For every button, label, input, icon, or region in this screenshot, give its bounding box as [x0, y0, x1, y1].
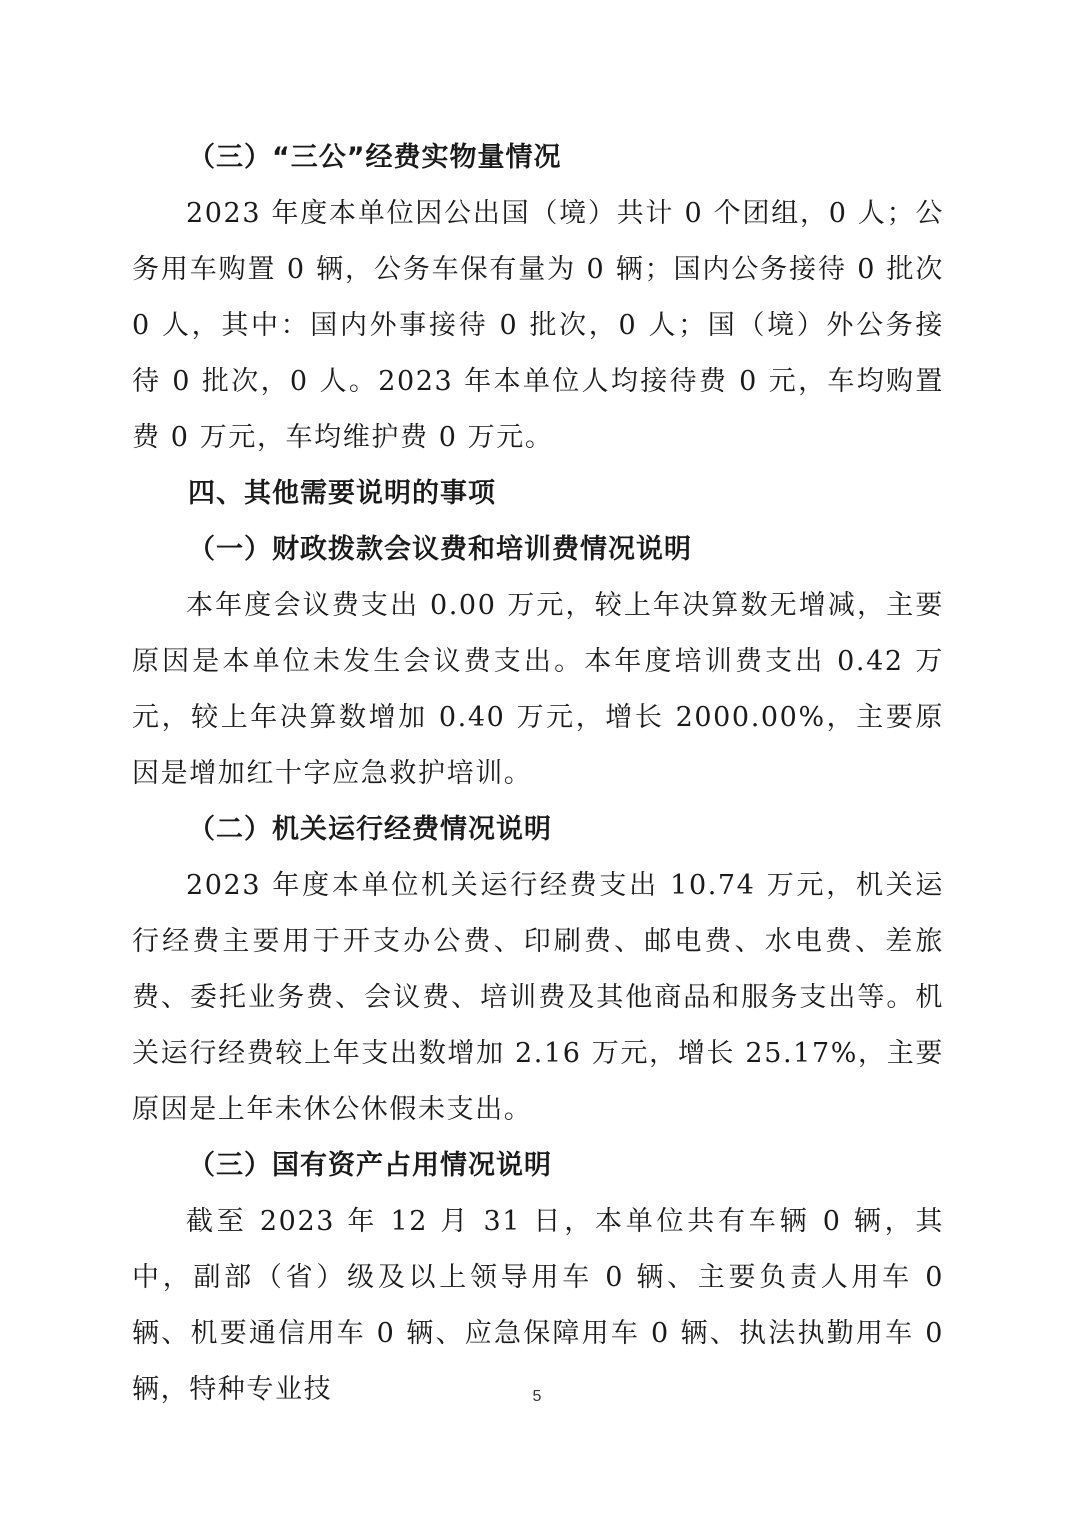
document-page — [132, 130, 944, 1418]
section-heading-meeting-training: （一）财政拨款会议费和培训费情况说明 — [188, 534, 692, 565]
paragraph-sangong-physical: 2023 年度本单位因公出国（境）共计 0 个团组，0 人；公务用车购置 0 辆，公务车保有量为 0 辆；国内公务接待 0 批次 0 人，其中：国内外事接待 0 批次，0 人；国（境）外公务接待 0 批次，0 人。2023 年本单位人均接待费 0 元，车均购置费 0 万元，车均维护费 0 万元。 — [132, 198, 944, 453]
paragraph-meeting-training: 本年度会议费支出 0.00 万元，较上年决算数无增减，主要原因是本单位未发生会议费支出。本年度培训费支出 0.42 万元，较上年决算数增加 0.40 万元，增长 2000.00%，主要原因是增加红十字应急救护培训。 — [132, 590, 944, 789]
paragraph-state-assets: 截至 2023 年 12 月 31 日，本单位共有车辆 0 辆，其中，副部（省）级及以上领导用车 0 辆、主要负责人用车 0 辆、机要通信用车 0 辆、应急保障用车 0 辆、执法执勤用车 0 辆，特种专业技 — [132, 1206, 944, 1405]
section-heading-operating-expenses: （二）机关运行经费情况说明 — [188, 814, 552, 845]
section-heading-sangong-physical: （三）“三公”经费实物量情况 — [188, 142, 562, 173]
section-heading-other-matters: 四、其他需要说明的事项 — [188, 478, 496, 509]
section-heading-state-assets: （三）国有资产占用情况说明 — [188, 1150, 552, 1181]
paragraph-operating-expenses: 2023 年度本单位机关运行经费支出 10.74 万元，机关运行经费主要用于开支办公费、印刷费、邮电费、水电费、差旅费、委托业务费、会议费、培训费及其他商品和服务支出等。机关运行经费较上年支出数增加 2.16 万元，增长 25.17%，主要原因是上年未休公休假未支出。 — [132, 870, 944, 1125]
page-number: 5 — [532, 1388, 542, 1405]
